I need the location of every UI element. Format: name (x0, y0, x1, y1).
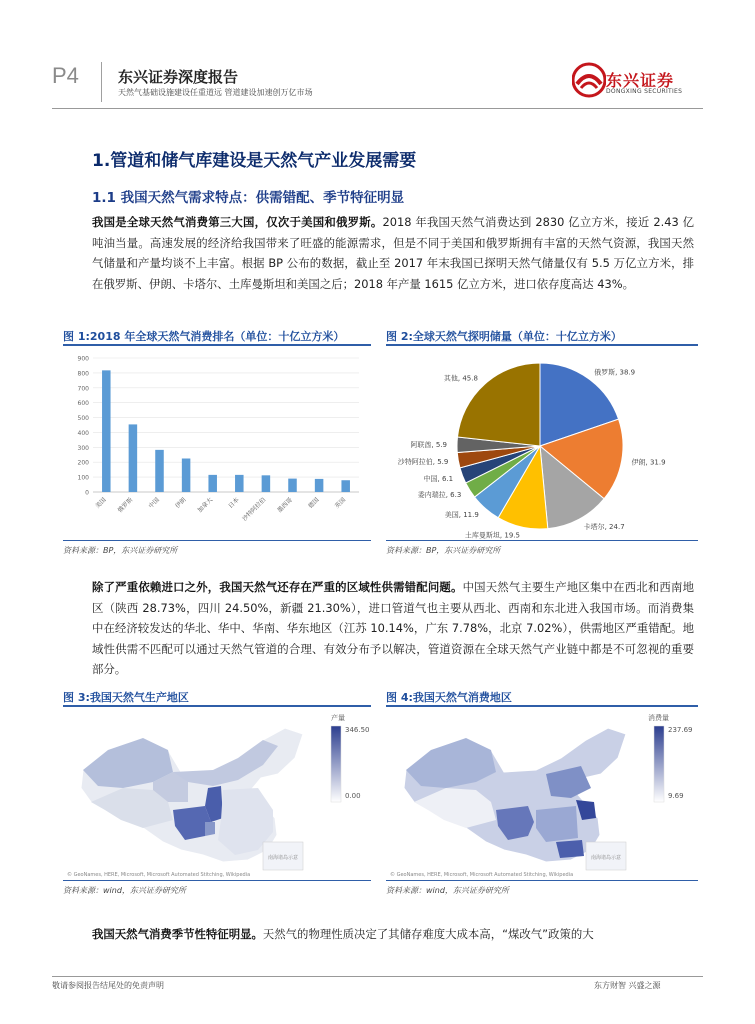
paragraph-3 (92, 924, 694, 945)
y-tick-label: 200 (77, 459, 89, 467)
x-tick-label: 伊朗 (174, 496, 188, 510)
logo-text: 东兴证券 (606, 71, 675, 90)
y-tick-label: 500 (77, 415, 89, 423)
bar (102, 370, 111, 492)
map-legend-title: 产量 (331, 714, 345, 722)
region-chongqing (205, 822, 215, 836)
bar (262, 475, 271, 492)
bar (235, 475, 244, 492)
map-legend-bar (654, 726, 664, 802)
figure-1-title: 图 1:2018 年全球天然气消费排名（单位：十亿立方米） (63, 330, 345, 343)
y-tick-label: 600 (77, 400, 89, 408)
figure-1-source: 资料来源：BP，东兴证券研究所 (63, 546, 178, 555)
map-legend-max: 237.69 (668, 726, 693, 734)
y-tick-label: 0 (85, 489, 89, 497)
map-inset-label: 南海诸岛示意 (590, 855, 622, 861)
footer-rule (52, 976, 703, 977)
pie-label: 俄罗斯, 38.9 (594, 368, 636, 377)
bar (315, 479, 324, 492)
pie-label: 卡塔尔, 24.7 (583, 522, 625, 531)
figure-2-source: 资料来源：BP，东兴证券研究所 (386, 546, 501, 555)
map-legend-min: 9.69 (668, 792, 684, 800)
paragraph-1 (92, 212, 694, 294)
figure-1-top-rule (63, 344, 371, 346)
x-tick-label: 墨西哥 (276, 496, 294, 515)
logo-english: DONGXING SECURITIES (606, 88, 683, 95)
bar (129, 424, 138, 492)
figure-4-top-rule (386, 705, 698, 707)
x-tick-label: 加拿大 (196, 496, 215, 515)
report-subtitle: 天然气基础设施建设任重道远 管道建设加速创万亿市场 (118, 88, 313, 97)
pie-label: 中国, 6.1 (423, 474, 454, 483)
header-rule (52, 108, 703, 109)
company-logo-icon (572, 62, 606, 98)
figure-3-bottom-rule (63, 880, 371, 881)
figure-3-title: 图 3:我国天然气生产地区 (63, 691, 189, 704)
paragraph-2-lead: 除了严重依赖进口之外，我国天然气还存在严重的区域性供需错配问题。 (92, 580, 463, 594)
y-tick-label: 100 (77, 474, 89, 482)
map-legend-max: 346.50 (345, 726, 370, 734)
page-number: P4 (52, 63, 79, 88)
map-legend-title: 消费量 (648, 714, 669, 722)
pie-label: 美国, 11.9 (444, 511, 479, 520)
consumption-map (386, 710, 698, 880)
pie-label: 土库曼斯坦, 19.5 (464, 531, 520, 540)
figure-2-title: 图 2:全球天然气探明储量（单位：十亿立方米） (386, 330, 622, 343)
region-inner-mongolia (173, 740, 278, 786)
reserves-pie-chart (386, 350, 698, 540)
y-tick-label: 800 (77, 370, 89, 378)
figure-2-top-rule (386, 344, 698, 346)
footer-slogan: 东方财智 兴盛之源 (594, 981, 661, 990)
x-tick-label: 德国 (307, 496, 321, 510)
pie-label: 委内瑞拉, 6.3 (417, 491, 462, 500)
map-legend-bar (331, 726, 341, 802)
x-tick-label: 英国 (333, 496, 348, 510)
bar (182, 459, 191, 493)
figure-1-bottom-rule (63, 540, 371, 541)
bar (341, 480, 350, 492)
bar (208, 475, 217, 492)
x-tick-label: 日本 (227, 496, 241, 510)
section-heading: 1.管道和储气库建设是天然气产业发展需要 (92, 151, 417, 171)
map-legend-min: 0.00 (345, 792, 361, 800)
y-tick-label: 300 (77, 444, 89, 452)
figure-4-title: 图 4:我国天然气消费地区 (386, 691, 512, 704)
figure-3-source: 资料来源：wind，东兴证券研究所 (63, 886, 186, 895)
report-title: 东兴证券深度报告 (118, 68, 239, 86)
paragraph-3-lead: 我国天然气消费季节性特征明显。 (92, 927, 263, 941)
subsection-heading: 1.1 我国天然气需求特点：供需错配、季节特征明显 (92, 190, 405, 206)
pie-label: 其他, 45.8 (443, 374, 478, 383)
bar (288, 479, 297, 492)
footer-disclaimer: 敬请参阅报告结尾处的免责声明 (52, 981, 164, 990)
pie-label: 伊朗, 31.9 (631, 458, 666, 467)
paragraph-1-text: 2018 年我国天然气消费达到 2830 亿立方米，接近 2.43 亿吨油当量。高速发展的经济给我国带来了旺盛的能源需求，但是不同于美国和俄罗斯拥有丰富的天然气资源，我国天然气储量和产量均谈不上丰富。根据 BP 公布的数据，截止至 2017 年末我国已探明天然气储量仅有 5.5 万亿立方米，排在俄罗斯、伊朗、卡塔尔、土库曼斯坦和美国之后；2018 年产量 1615 亿立方米，进口依存度高达 43%。 (92, 215, 694, 291)
paragraph-3-text: 天然气的物理性质决定了其储存难度大成本高，“煤改气”政策的大 (262, 927, 594, 941)
pie-label: 阿联酋, 5.9 (410, 441, 448, 450)
map-credit: © GeoNames, HERE, Microsoft, Microsoft Automated Stitching, Wikipedia (67, 872, 251, 878)
paragraph-2-text: 中国天然气主要生产地区集中在西北和西南地区（陕西 28.73%，四川 24.50%，新疆 21.30%），进口管道气也主要从西北、西南和东北进入我国市场。而消费集中在经济较发达的华北、华中、华南、华东地区（江苏 10.14%，广东 7.78%，北京 7.02%），供需地区严重错配。地域性供需不匹配可以通过天然气管道的合理、有效分布予以解决，管道资源在全球天然气产业链中都是不可忽视的重要部分。 (92, 580, 694, 676)
y-tick-label: 400 (77, 429, 89, 437)
production-map (63, 710, 371, 880)
figure-3-top-rule (63, 705, 371, 707)
x-tick-label: 俄罗斯 (116, 496, 135, 515)
region-guangdong (556, 840, 584, 858)
map-inset-label: 南海诸岛示意 (267, 855, 299, 861)
paragraph-2 (92, 577, 694, 680)
y-tick-label: 700 (77, 385, 89, 393)
figure-2-bottom-rule (386, 540, 698, 541)
bar (155, 450, 164, 492)
header-separator (101, 62, 102, 102)
region-central (536, 806, 578, 842)
figure-4-source: 资料来源：wind，东兴证券研究所 (386, 886, 509, 895)
x-tick-label: 美国 (94, 496, 108, 510)
consumption-bar-chart (63, 350, 371, 540)
paragraph-1-lead: 我国是全球天然气消费第三大国，仅次于美国和俄罗斯。 (92, 215, 383, 229)
y-tick-label: 900 (77, 355, 89, 363)
pie-label: 沙特阿拉伯, 5.9 (397, 458, 449, 467)
x-tick-label: 沙特阿拉伯 (241, 496, 268, 523)
x-tick-label: 中国 (147, 496, 161, 510)
figure-4-bottom-rule (386, 880, 698, 881)
map-credit: © GeoNames, HERE, Microsoft, Microsoft Automated Stitching, Wikipedia (390, 872, 574, 878)
